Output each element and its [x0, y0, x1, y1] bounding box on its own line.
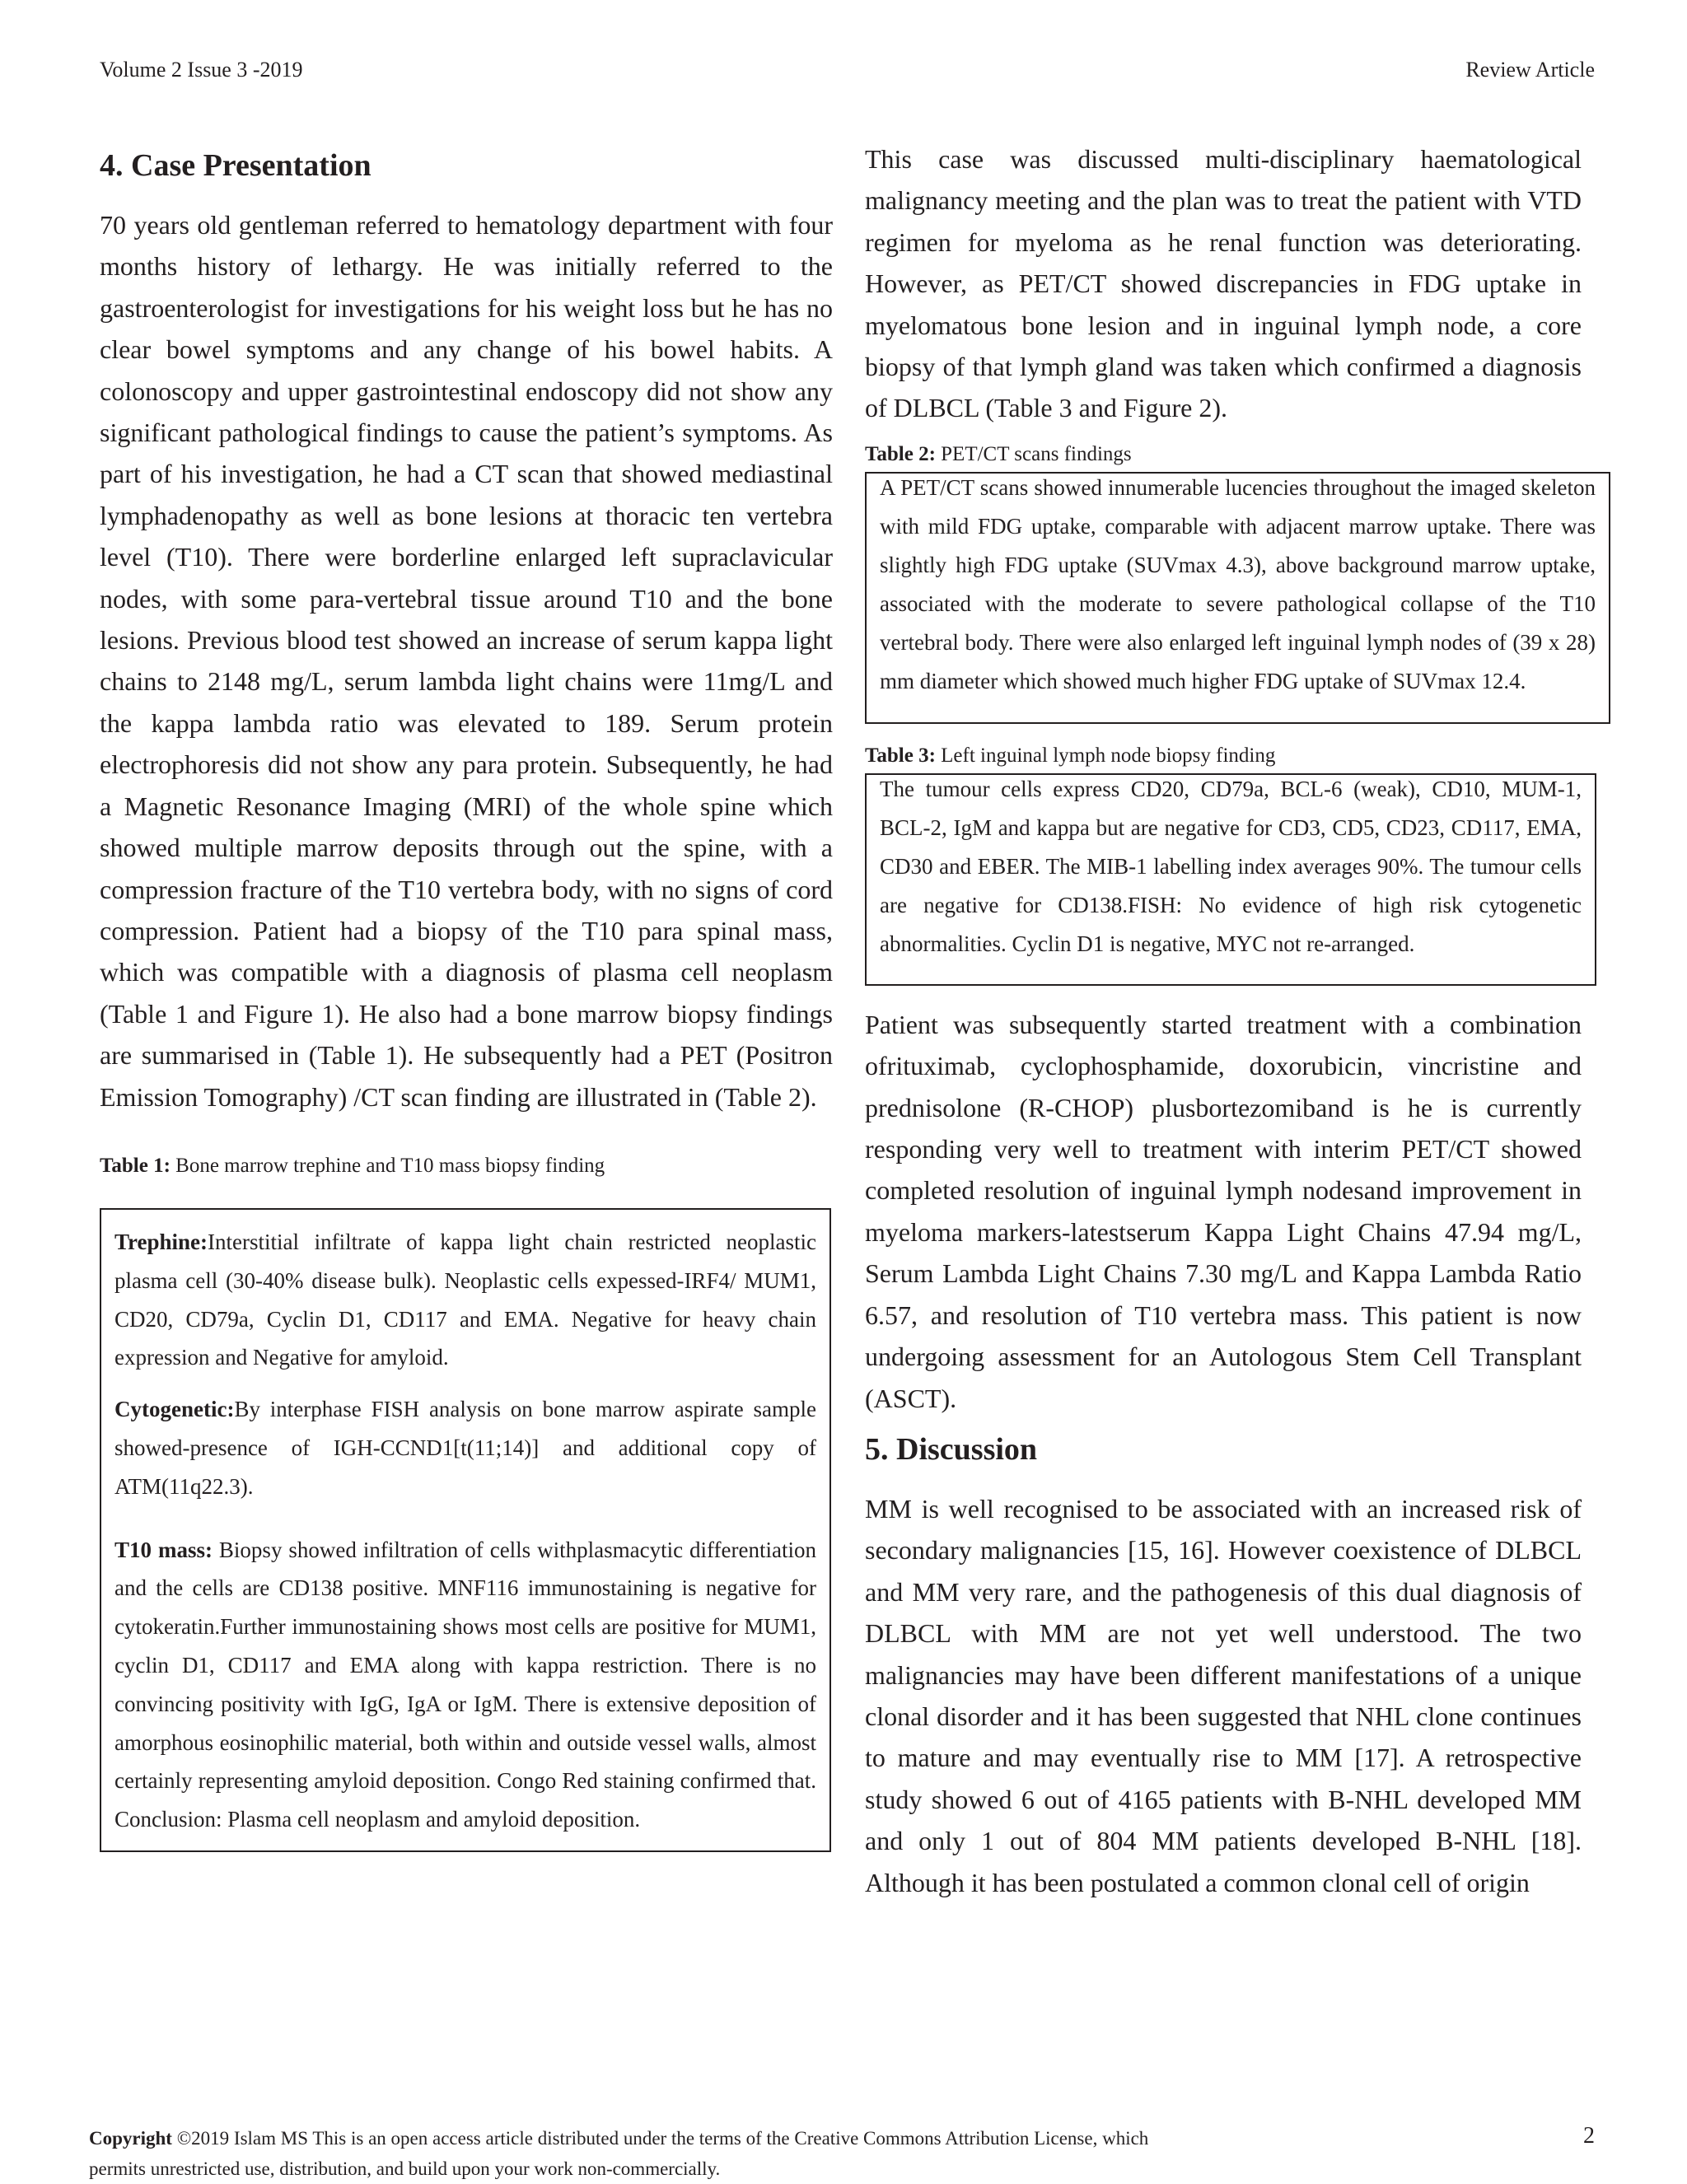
trephine-label: Trephine:: [114, 1229, 208, 1254]
t10-mass-label: T10 mass:: [114, 1537, 213, 1562]
table2-label: Table 2:: [865, 442, 936, 465]
table2-box: [865, 472, 1610, 724]
cytogenetic-label: Cytogenetic:: [114, 1397, 235, 1422]
case-presentation-heading: 4. Case Presentation: [100, 148, 372, 183]
copyright-notice: [89, 2123, 1209, 2184]
table2-text: A PET/CT scans showed innumerable lucencies throughout the imaged skeleton with mild FDG uptake, comparable with adjacent marrow uptake. There was slightly high FDG uptake (SUVmax 4.3), above background marrow uptake, associated with the moderate to severe pathological collapse of the T10 vertebral body. There were also enlarged left inguinal lymph nodes of (39 x 28) mm diameter which showed much higher FDG uptake of SUVmax 12.4.: [880, 474, 1596, 693]
running-header-volume: Volume 2 Issue 3 -2019: [100, 58, 303, 82]
case-presentation-paragraph: 70 years old gentleman referred to hematology department with four months history of lethargy. He was initially referred to the gastroenterologist for investigations for his weight loss but he has no clear bowel symptoms and any change of his bowel habits. A colonoscopy and upper gastrointestinal endoscopy did not show any significant pathological findings to cause the patient’s symptoms. As part of his investigation, he had a CT scan that showed mediastinal lymphadenopathy as well as bone lesions at thoracic ten vertebra level (T10). There were borderline enlarged left supraclavicular nodes, with some para-vertebral tissue around T10 and the bone lesions. Previous blood test showed an increase of serum kappa light chains to 2148 mg/L, serum lambda light chains were 11mg/L and the kappa lambda ratio was elevated to 189. Serum protein electrophoresis did not show any para protein. Subsequently, he had a Magnetic Resonance Imaging (MRI) of the whole spine which showed multiple marrow deposits through out the spine, with a compression fracture of the T10 vertebra body, with no signs of cord compression. Patient had a biopsy of the T10 para spinal mass, which was compatible with a diagnosis of plasma cell neoplasm (Table 1 and Figure 1). He also had a bone marrow biopsy findings are summarised in (Table 1). He subsequently had a PET (Positron Emission Tomography) /CT scan finding are illustrated in (Table 2).: [100, 210, 833, 1112]
table1-caption-text: Bone marrow trephine and T10 mass biopsy finding: [175, 1154, 605, 1177]
table3-box: [865, 773, 1596, 986]
trephine-text: Interstitial infiltrate of kappa light chain restricted neoplastic plasma cell (30-40% disease bulk). Neoplastic cells expessed-IRF4/ MUM1, CD20, CD79a, Cyclin D1, CD117 and EMA. Negative for heavy chain expression and Negative for amyloid.: [114, 1229, 816, 1370]
discussion-paragraph: MM is well recognised to be associated with an increased risk of secondary malignancies [15, 16]. However coexistence of DLBCL and MM very rare, and the pathogenesis of this dual diagnosis of DLBCL with MM are not yet well understood. The two malignancies may have been different manifestations of a unique clonal disorder and it has been suggested that NHL clone continues to mature and may eventually rise to MM [17]. A retrospective study showed 6 out of 4165 patients with B-NHL developed MM and only 1 out of 804 MM patients developed B-NHL [18]. Although it has been postulated a common clonal cell of origin: [865, 1493, 1582, 1897]
right-column: [865, 138, 1596, 1903]
discussion-heading: 5. Discussion: [865, 1431, 1038, 1467]
case-discussion-paragraph: This case was discussed multi-disciplinary haematological malignancy meeting and the plan was to treat the patient with VTD regimen for myeloma as he renal function was deteriorating. However, as PET/CT showed discrepancies in FDG uptake in myelomatous bone lesion and in inguinal lymph node, a core biopsy of that lymph gland was taken which confirmed a diagnosis of DLBCL (Table 3 and Figure 2).: [865, 144, 1582, 423]
copyright-text: ©2019 Islam MS This is an open access article distributed under the terms of the Creative Commons Attribution License, which permits unrestricted use, distribution, and build upon your work non-commercially.: [89, 2128, 1149, 2179]
running-header-article-type: Review Article: [1465, 58, 1595, 82]
table1-t10-mass: [114, 1531, 816, 1839]
copyright-label: Copyright: [89, 2128, 172, 2149]
t10-mass-text: Biopsy showed infiltration of cells withplasmacytic differentiation and the cells are CD138 positive. MNF116 immunostaining is negative for cytokeratin.Further immunostaining shows most cells are positive for MUM1, cyclin D1, CD117 and EMA along with kappa restriction. There is no convincing positivity with IgG, IgA or IgM. There is extensive deposition of amorphous eosinophilic material, both within and outside vessel walls, almost certainly representing amyloid deposition. Congo Red staining confirmed that. Conclusion: Plasma cell neoplasm and amyloid deposition.: [114, 1537, 816, 1832]
table3-text: The tumour cells express CD20, CD79a, BCL-6 (weak), CD10, MUM-1, BCL-2, IgM and kappa but are negative for CD3, CD5, CD23, CD117, EMA, CD30 and EBER. The MIB-1 labelling index averages 90%. The tumour cells are negative for CD138.FISH: No evidence of high risk cytogenetic abnormalities. Cyclin D1 is negative, MYC not re-arranged.: [880, 776, 1582, 956]
table3-label: Table 3:: [865, 744, 936, 767]
table1-caption: [100, 1152, 833, 1180]
table1-cytogenetic: [114, 1390, 816, 1505]
cytogenetic-text: By interphase FISH analysis on bone marrow aspirate sample showed-presence of IGH-CCND1[t(11;14)] and additional copy of ATM(11q22.3).: [114, 1397, 816, 1499]
page-number: 2: [1583, 2123, 1595, 2149]
left-column: [100, 138, 833, 1852]
table2-caption-text: PET/CT scans findings: [941, 442, 1132, 465]
treatment-paragraph: Patient was subsequently started treatment with a combination ofrituximab, cyclophosphamide, doxorubicin, vincristine and prednisolone (R-CHOP) plusbortezomiband is he is currently responding very well to treatment with interim PET/CT showed completed resolution of inguinal lymph nodesand improvement in myeloma markers-latestserum Kappa Light Chains 47.94 mg/L, Serum Lambda Light Chains 7.30 mg/L and Kappa Lambda Ratio 6.57, and resolution of T10 vertebra mass. This patient is now undergoing assessment for an Autologous Stem Cell Transplant (ASCT).: [865, 1009, 1582, 1413]
table2-caption: [865, 441, 1582, 469]
table3-caption: [865, 742, 1582, 770]
table3-caption-text: Left inguinal lymph node biopsy finding: [941, 744, 1276, 767]
table1-box: [100, 1208, 831, 1852]
table1-label: Table 1:: [100, 1154, 171, 1177]
table1-trephine: [114, 1223, 816, 1377]
